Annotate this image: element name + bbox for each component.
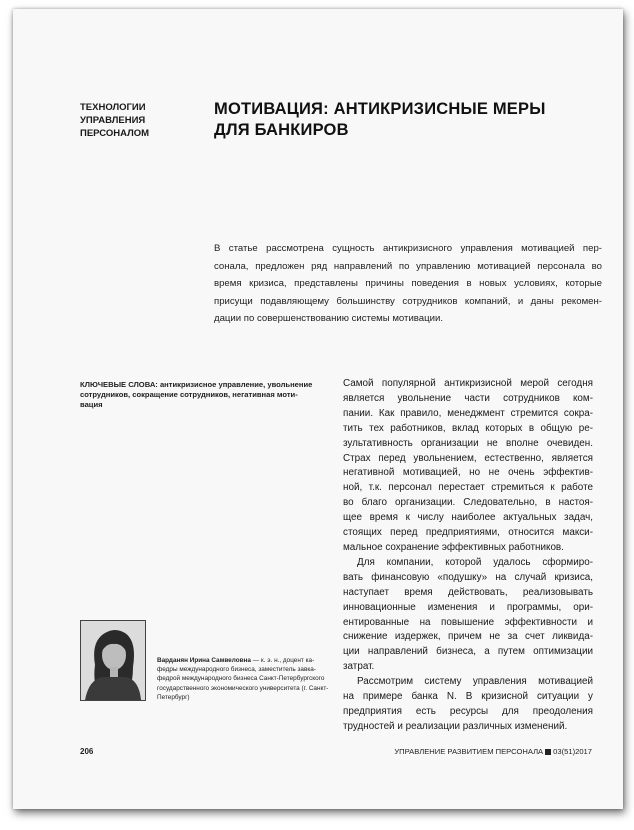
abstract-line: присущи подавляющему большинству сотрудников компаний, и даны рекомен- bbox=[214, 295, 602, 307]
body-line: предприятия есть ресурсы для преодоления bbox=[343, 705, 593, 717]
journal-name: УПРАВЛЕНИЕ РАЗВИТИЕМ ПЕРСОНАЛА bbox=[394, 747, 544, 756]
body-line: является увольнение части сотрудников ком- bbox=[343, 392, 593, 404]
body-line: тить тех работников, вклад которых в общую ре- bbox=[343, 422, 593, 434]
body-line: Страх перед увольнением, естественно, является bbox=[343, 452, 593, 464]
article-abstract bbox=[214, 240, 602, 328]
body-line: зультативность организации не вполне очевиден. bbox=[343, 437, 593, 449]
journal-page bbox=[13, 9, 623, 809]
author-photo bbox=[80, 620, 146, 701]
body-line: стоящих перед предприятиями, относится макси- bbox=[343, 527, 593, 539]
keywords-line: вация bbox=[80, 400, 103, 410]
abstract-line: сонала, предложен ряд направлений по управлению мотивацией персонала во bbox=[214, 260, 602, 272]
body-line: вать финансовую «подушку» на случай кризиса, bbox=[343, 571, 593, 583]
keywords-line: КЛЮЧЕВЫЕ СЛОВА: антикризисное управление, увольнение bbox=[80, 380, 313, 389]
body-line: наступает время действовать, реализовывать bbox=[343, 586, 593, 598]
body-line: ной, т.к. персонал перестает стремиться к работе bbox=[343, 482, 593, 494]
body-line: Самой популярной антикризисной мерой сегодня bbox=[343, 378, 593, 389]
keywords-line: сотрудников, сокращение сотрудников, негативная моти- bbox=[80, 390, 298, 400]
body-line: мальное сохранение эффективных работников. bbox=[343, 541, 564, 553]
body-line: щее время к числу наиболее актуальных задач, bbox=[343, 512, 593, 524]
abstract-line: В статье рассмотрена сущность антикризисного управления мотивацией пер- bbox=[214, 243, 602, 254]
abstract-line: время кризиса, представлены причины поведения в новых условиях, которые bbox=[214, 278, 602, 290]
author-info-line: государственного экономического университета (г. Санкт- bbox=[157, 684, 329, 692]
article-title-line: ДЛЯ БАНКИРОВ bbox=[214, 121, 349, 139]
article-title-line: МОТИВАЦИЯ: АНТИКРИЗИСНЫЕ МЕРЫ bbox=[214, 100, 546, 118]
author-info-line: федры международного бизнеса, заместитель завка- bbox=[157, 666, 316, 674]
body-line: инновационные изменения и программы, ори- bbox=[343, 601, 593, 613]
body-line: Для компании, которой удалось сформиро- bbox=[357, 556, 593, 568]
body-line: снижение издержек, причем не за счет ликвида- bbox=[343, 631, 593, 643]
section-label-line: УПРАВЛЕНИЯ bbox=[80, 115, 146, 126]
section-label-line: ПЕРСОНАЛОМ bbox=[80, 128, 150, 139]
body-line: затрат. bbox=[343, 661, 375, 673]
body-line: трудностей и реализации различных изменений. bbox=[343, 720, 568, 732]
article-body bbox=[343, 377, 593, 735]
author-info-line: федрой международного бизнеса Санкт-Петербургского bbox=[157, 675, 325, 683]
author-name: Варданян Ирина Самвеловна bbox=[157, 657, 251, 664]
section-label-line: ТЕХНОЛОГИИ bbox=[80, 102, 146, 113]
page-number: 206 bbox=[80, 747, 94, 756]
author-portrait-image bbox=[81, 621, 145, 700]
keywords bbox=[80, 380, 320, 411]
journal-issue: 03(51)2017 bbox=[553, 747, 592, 756]
author-info-line: Петербург) bbox=[157, 693, 190, 701]
article-title bbox=[214, 99, 574, 141]
body-line: негативной мотивацией, но не очень эффектив- bbox=[343, 467, 593, 479]
abstract-line: дации по совершенствованию системы мотивации. bbox=[214, 313, 444, 325]
body-line: пании. Как правило, менеджмент стремится сокра- bbox=[343, 407, 593, 419]
journal-footer bbox=[394, 747, 592, 756]
body-line: на примере банка N. В кризисной ситуации у bbox=[343, 691, 593, 703]
body-line: ции направлений бизнеса, а путем оптимизации bbox=[343, 646, 593, 658]
square-separator-icon bbox=[545, 749, 551, 755]
body-line: во благо организации. Следовательно, в настоя- bbox=[343, 497, 593, 509]
section-label bbox=[80, 101, 180, 140]
body-line: Рассмотрим систему управления мотивацией bbox=[357, 676, 593, 688]
author-info bbox=[157, 656, 327, 702]
author-info-line: — к. э. н., доцент ка- bbox=[250, 657, 315, 664]
body-line: ентированные на повышение эффективности и bbox=[343, 616, 593, 628]
